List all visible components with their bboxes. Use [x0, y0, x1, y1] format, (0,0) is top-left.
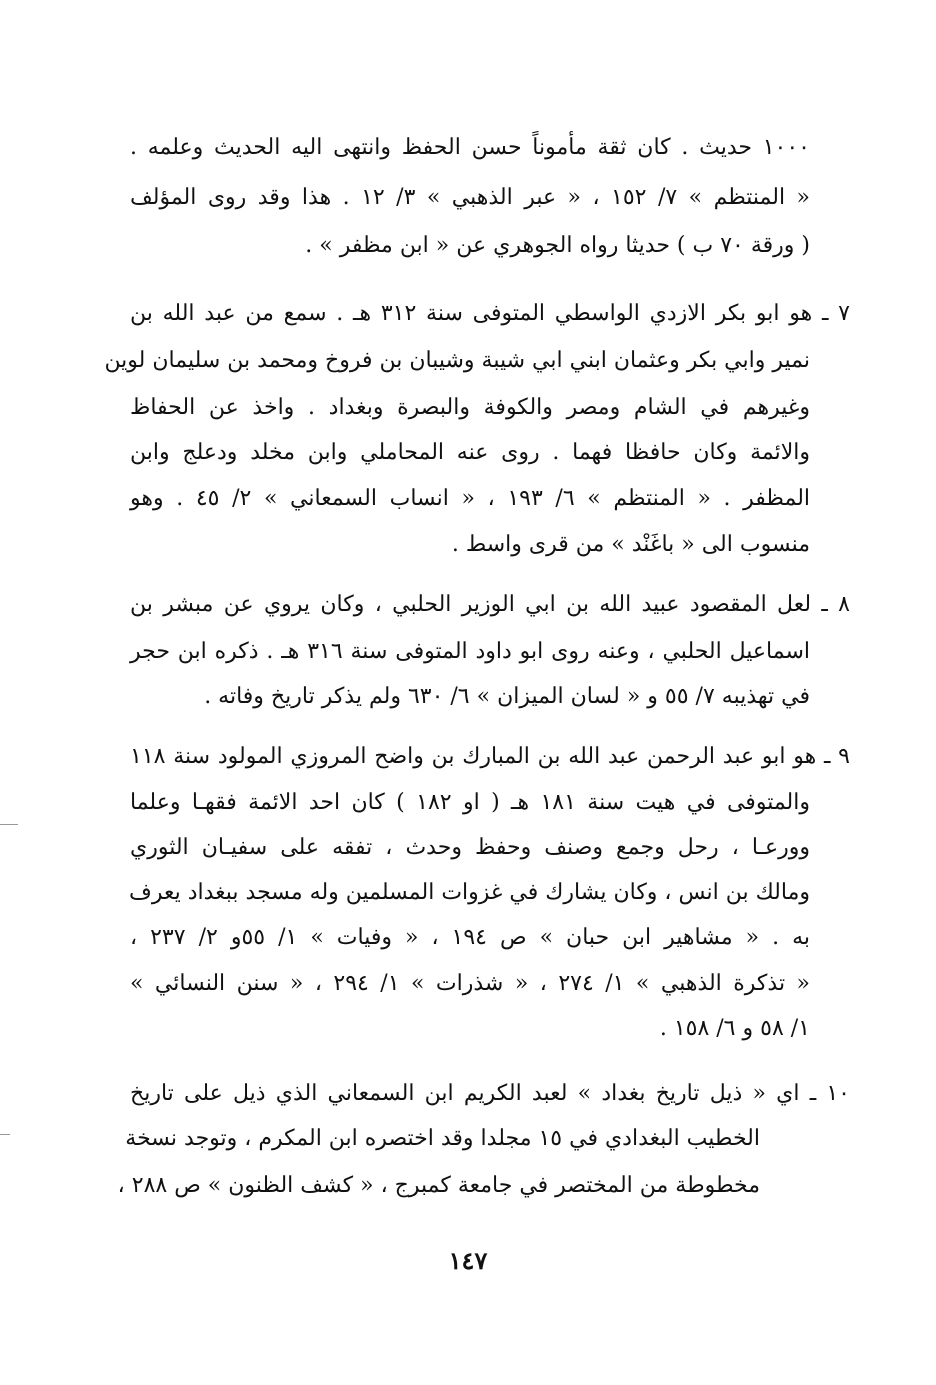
page-number: ١٤٧: [448, 1246, 488, 1275]
text-line: ( ورقة ٧٠ ب ) حديثا رواه الجوهري عن « ابن مظفر » .: [305, 233, 810, 258]
text-line: ١/ ٥٨ و ٦/ ١٥٨ .: [659, 1016, 810, 1041]
text-line: نمير وابي بكر وعثمان ابني ابي شيبة وشيبان بن فروخ ومحمد بن سليمان لوين: [104, 348, 810, 373]
text-line: به . « مشاهير ابن حبان » ص ١٩٤ ، « وفيات » ١/ ٥٥و ٢/ ٢٣٧ ،: [130, 925, 811, 950]
text-line: في تهذيبه ٧/ ٥٥ و « لسان الميزان » ٦/ ٦٣٠ ولم يذكر تاريخ وفاته .: [204, 684, 810, 709]
text-line: ٧ ـ هو ابو بكر الازدي الواسطي المتوفى سنة ٣١٢ هـ . سمع من عبد الله بن: [130, 301, 850, 326]
text-line: « تذكرة الذهبي » ١/ ٢٧٤ ، « شذرات » ١/ ٢٩٤ ، « سنن النسائي »: [130, 971, 810, 996]
text-line: « المنتظم » ٧/ ١٥٢ ، « عبر الذهبي » ٣/ ١٢ . هذا وقد روى المؤلف: [130, 185, 810, 210]
text-line: ١٠٠٠ حديث . كان ثقة مأموناً حسن الحفظ وانتهى اليه الحديث وعلمه .: [130, 135, 810, 160]
text-line: والمتوفى في هيت سنة ١٨١ هـ ( او ١٨٢ ) كان احد الائمة فقهـا وعلما: [130, 790, 810, 815]
text-line: ٨ ـ لعل المقصود عبيد الله بن ابي الوزير الحلبي ، وكان يروي عن مبشر بن: [130, 592, 850, 617]
text-line: والائمة وكان حافظا فهما . روى عنه المحاملي وابن مخلد ودعلج وابن: [130, 440, 810, 465]
text-line: الخطيب البغدادي في ١٥ مجلدا وقد اختصره ابن المكرم ، وتوجد نسخة: [125, 1126, 760, 1151]
text-line: وغيرهم في الشام ومصر والكوفة والبصرة وبغداد . واخذ عن الحفاظ: [130, 395, 810, 420]
text-line: اسماعيل الحلبي ، وعنه روى ابو داود المتوفى سنة ٣١٦ هـ . ذكره ابن حجر: [130, 639, 810, 664]
scan-mark: [0, 824, 18, 825]
text-line: منسوب الى « باغَنْد » من قرى واسط .: [451, 532, 810, 557]
text-line: وورعـا ، رحل وجمع وصنف وحفظ وحدث ، تفقه على سفيـان الثوري: [130, 835, 810, 860]
text-line: ١٠ ـ اي « ذيل تاريخ بغداد » لعبد الكريم ابن السمعاني الذي ذيل على تاريخ: [130, 1081, 850, 1106]
text-line: مخطوطة من المختصر في جامعة كمبرج ، « كشف الظنون » ص ٢٨٨ ،: [117, 1173, 760, 1198]
scan-mark: [0, 1134, 10, 1135]
text-line: ٩ ـ هو ابو عبد الرحمن عبد الله بن المبارك بن واضح المروزي المولود سنة ١١٨: [130, 744, 850, 769]
text-line: المظفر . « المنتظم » ٦/ ١٩٣ ، « انساب السمعاني » ٢/ ٤٥ . وهو: [130, 486, 811, 511]
text-line: ومالك بن انس ، وكان يشارك في غزوات المسلمين وله مسجد ببغداد يعرف: [129, 880, 810, 905]
